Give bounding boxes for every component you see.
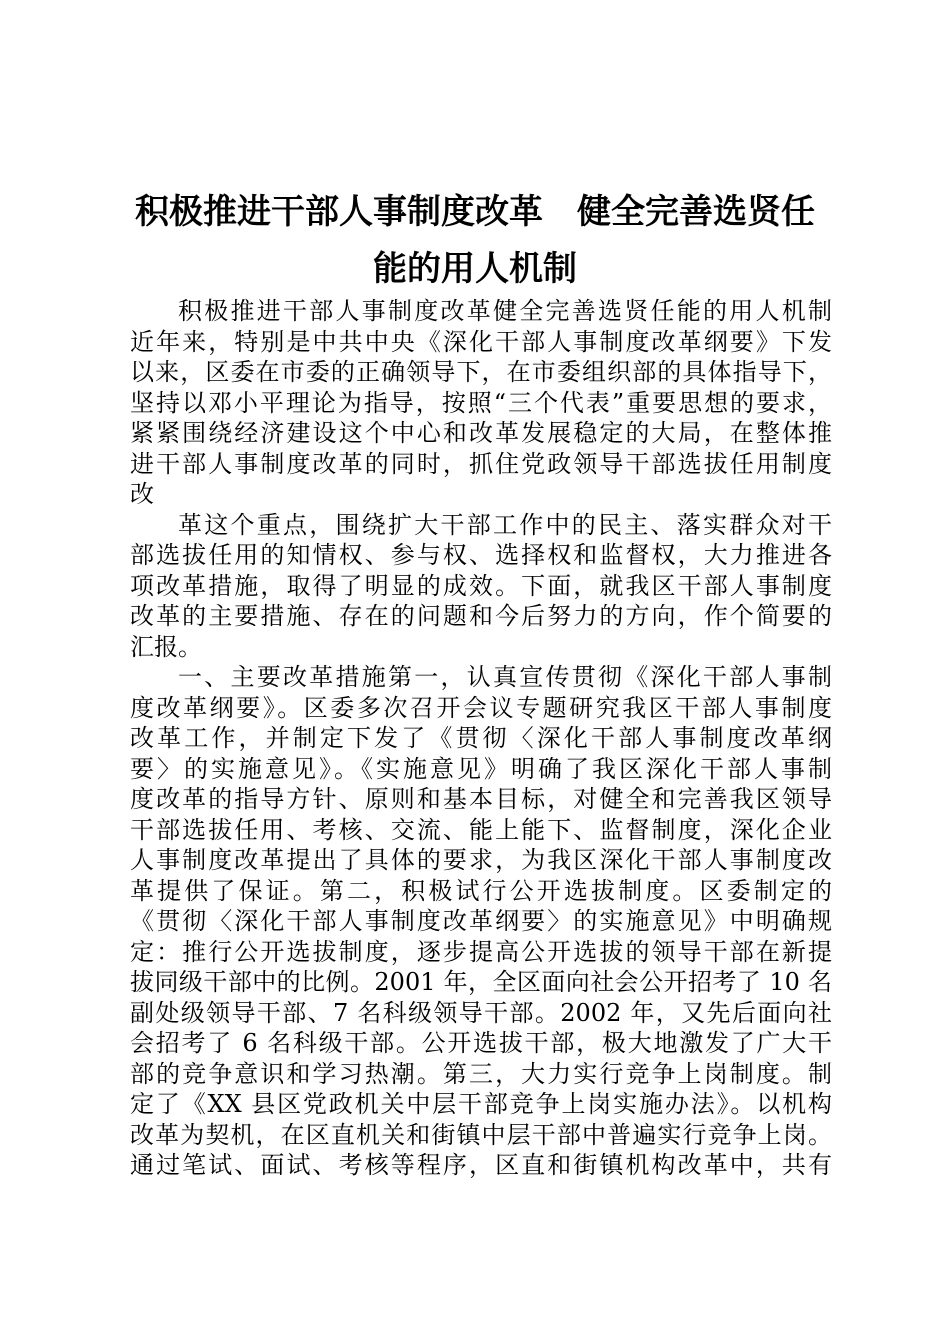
title-line: 能的用人机制 bbox=[373, 249, 577, 289]
text-line: 改革工作，并制定下发了《贯彻〈深化干部人事制度改革纲 bbox=[130, 724, 832, 752]
paragraph-overview bbox=[130, 510, 832, 663]
text-line: 部的竞争意识和学习热潮。第三，大力实行竞争上岗制度。制 bbox=[130, 1059, 832, 1088]
text-line: 改 bbox=[130, 480, 154, 508]
text-line: 汇报。 bbox=[130, 632, 202, 661]
paragraph-intro bbox=[130, 296, 832, 510]
text-line: 拔同级干部中的比例。2001 年，全区面向社会公开招考了 10 名 bbox=[130, 968, 832, 996]
text-line: 改革的主要措施、存在的问题和今后努力的方向，作个简要的 bbox=[130, 602, 832, 630]
text-line: 度改革的指导方针、原则和基本目标，对健全和完善我区领导 bbox=[130, 785, 832, 813]
text-line: 会招考了 6 名科级干部。公开选拔干部，极大地激发了广大干 bbox=[130, 1029, 832, 1057]
text-line: 人事制度改革提出了具体的要求，为我区深化干部人事制度改 bbox=[130, 846, 832, 874]
text-line: 近年来，特别是中共中央《深化干部人事制度改革纲要》下发 bbox=[130, 327, 832, 356]
text-line: 副处级领导干部、7 名科级领导干部。2002 年，又先后面向社 bbox=[130, 998, 832, 1027]
text-line: 干部选拔任用、考核、交流、能上能下、监督制度，深化企业 bbox=[130, 815, 832, 844]
text-line: 改革为契机，在区直机关和街镇中层干部中普遍实行竞争上岗。 bbox=[130, 1120, 832, 1149]
text-line: 进干部人事制度改革的同时，抓住党政领导干部选拔任用制度 bbox=[130, 449, 832, 478]
text-line: 要〉的实施意见》。《实施意见》明确了我区深化干部人事制 bbox=[130, 754, 832, 783]
text-line: 《贯彻〈深化干部人事制度改革纲要〉的实施意见》中明确规 bbox=[130, 907, 832, 935]
text-line: 一、主要改革措施第一，认真宣传贯彻《深化干部人事制 bbox=[178, 663, 832, 691]
text-line: 坚持以邓小平理论为指导，按照“三个代表”重要思想的要求， bbox=[130, 388, 832, 417]
text-line: 定了《XX 县区党政机关中层干部竞争上岗实施办法》。以机构 bbox=[130, 1090, 832, 1118]
document-title bbox=[110, 184, 840, 298]
text-line: 部选拔任用的知情权、参与权、选择权和监督权，大力推进各 bbox=[130, 541, 832, 569]
text-line: 紧紧围绕经济建设这个中心和改革发展稳定的大局，在整体推 bbox=[130, 419, 832, 447]
title-line: 积极推进干部人事制度改革 健全完善选贤任 bbox=[135, 192, 815, 232]
text-line: 度改革纲要》。区委多次召开会议专题研究我区干部人事制度 bbox=[130, 693, 832, 722]
text-line: 项改革措施，取得了明显的成效。下面，就我区干部人事制度 bbox=[130, 571, 832, 600]
text-line: 定：推行公开选拔制度，逐步提高公开选拔的领导干部在新提 bbox=[130, 937, 832, 966]
text-line: 革这个重点，围绕扩大干部工作中的民主、落实群众对干 bbox=[178, 510, 832, 539]
text-line: 以来，区委在市委的正确领导下，在市委组织部的具体指导下， bbox=[130, 358, 832, 386]
document-body bbox=[130, 296, 832, 1181]
paragraph-main-measures bbox=[130, 662, 832, 1181]
text-line: 革提供了保证。第二，积极试行公开选拔制度。区委制定的 bbox=[130, 876, 832, 905]
text-line: 通过笔试、面试、考核等程序，区直和街镇机构改革中，共有 bbox=[130, 1151, 832, 1179]
text-line: 积极推进干部人事制度改革健全完善选贤任能的用人机制 bbox=[178, 297, 832, 325]
